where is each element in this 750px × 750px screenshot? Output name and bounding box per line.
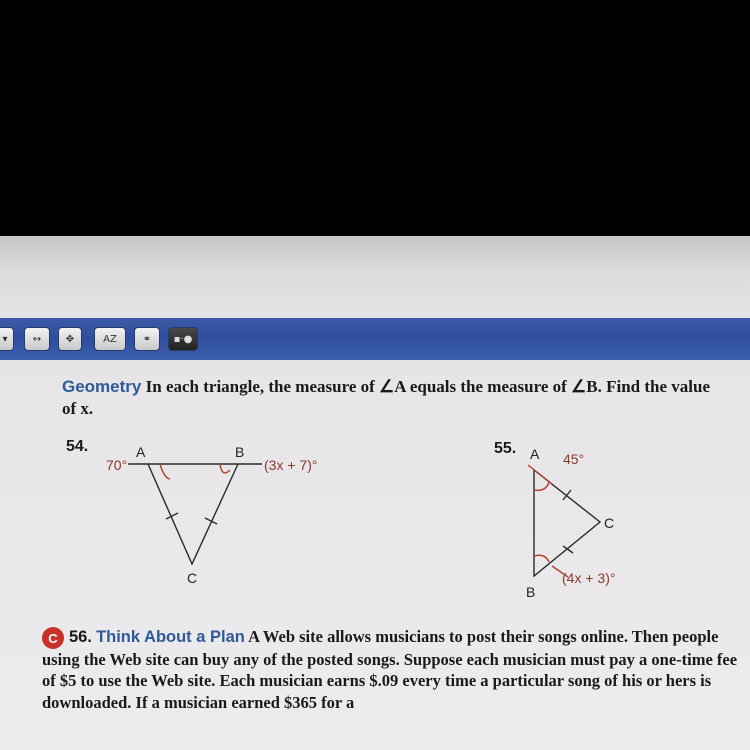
problem-55-angle-a: 45° — [563, 451, 585, 467]
link-icon[interactable]: ⚭ — [134, 327, 160, 351]
triangle-55-angle-b-ray — [552, 566, 568, 577]
triangle-55-angle-a-ray — [528, 465, 552, 484]
problem-56-text: A Web site allows musicians to post their songs online. Then people using the Web site can buy any of the posted songs. Suppose each musician must pay a one-time fee of $5 to use the Web site. Each musician earns $.09 every time a particular song of his or hers is downloaded. If a musician earned $365 for a — [42, 627, 738, 712]
problem-55-angle-b: (4x + 3)° — [562, 570, 616, 586]
subject-label: Geometry — [62, 377, 142, 396]
triangle-54-angle-b-arc — [220, 464, 230, 473]
move-icon[interactable]: ✥ — [58, 327, 82, 351]
problem-54-angle-b: (3x + 7)° — [264, 457, 318, 473]
tape-icon[interactable]: ▪·● — [168, 327, 198, 351]
instruction-text: In each triangle, the measure of ∠A equals the measure of ∠B. Find the value of x. — [62, 377, 711, 418]
problem-54-vertex-b: B — [235, 444, 245, 460]
dropdown-icon[interactable]: ▾ — [0, 327, 14, 351]
az-label: AZ — [103, 333, 117, 345]
problem-56-title: Think About a Plan — [96, 628, 245, 646]
challenge-badge-icon: C — [42, 627, 64, 649]
problem-55-vertex-b: B — [526, 584, 536, 600]
problem-56-number: 56. — [69, 628, 92, 646]
triangle-55 — [528, 465, 600, 577]
triangle-55-angle-a-arc — [534, 482, 549, 490]
problem-54-number: 54. — [66, 438, 89, 455]
triangle-54-sides — [148, 464, 238, 564]
problem-54-vertex-a: A — [136, 444, 146, 460]
arrows-icon[interactable]: ↔ — [24, 327, 50, 351]
problem-54-vertex-c: C — [187, 570, 198, 586]
triangle-55-tick-bottom — [563, 546, 573, 553]
problem-56 — [42, 626, 742, 713]
triangle-54-angle-a-arc — [160, 464, 170, 479]
triangle-55-angle-b-arc — [534, 555, 549, 562]
problem-55-number: 55. — [494, 440, 517, 457]
triangle-54 — [128, 464, 262, 564]
problem-55-vertex-c: C — [604, 515, 615, 531]
problem-55-vertex-a: A — [530, 446, 540, 462]
problem-54-angle-a: 70° — [106, 457, 128, 473]
triangle-55-sides — [534, 470, 600, 576]
